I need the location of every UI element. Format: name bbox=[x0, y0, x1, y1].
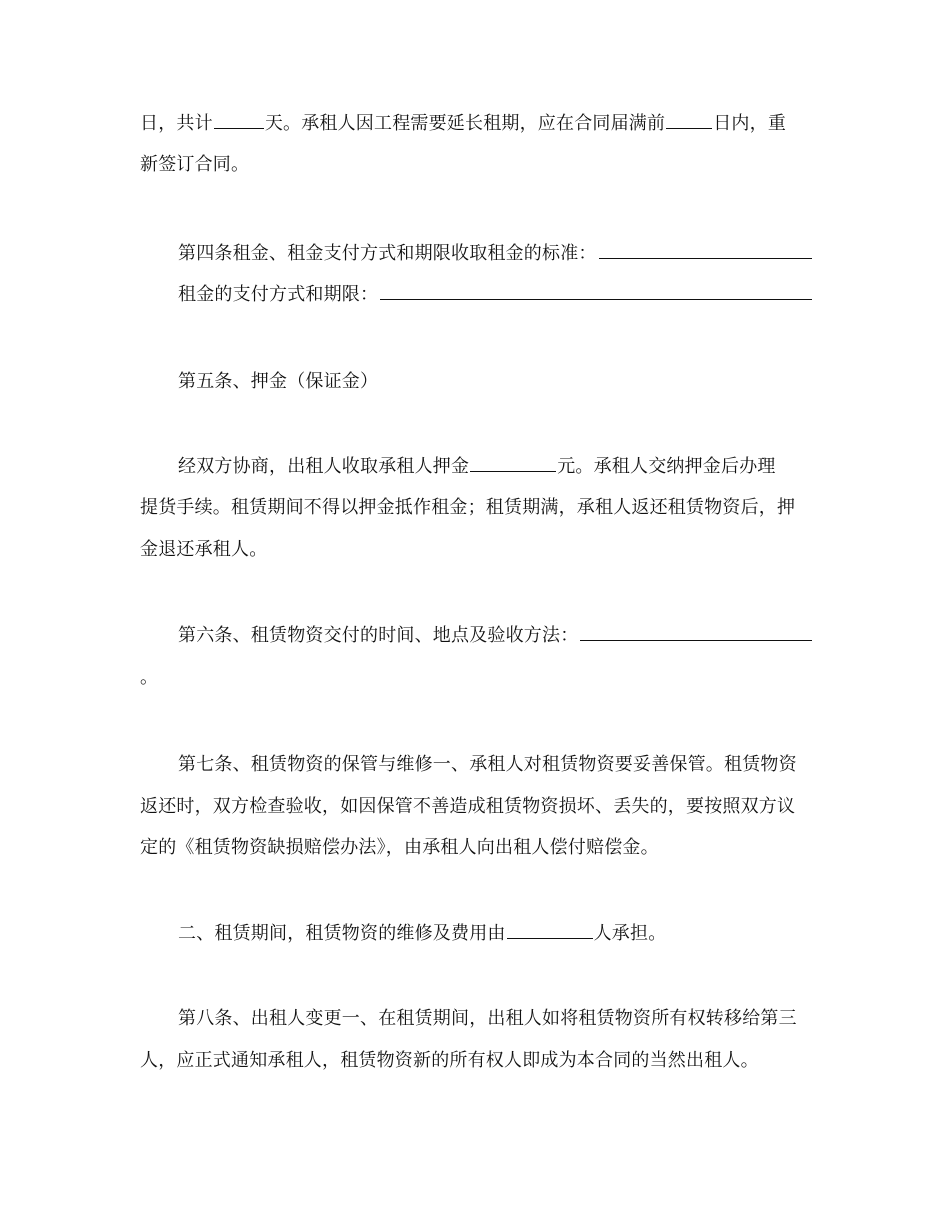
blank-field-deposit bbox=[470, 449, 556, 472]
article-6-line bbox=[178, 616, 812, 656]
blank-field-renewal-days bbox=[666, 106, 712, 129]
text-line bbox=[140, 104, 812, 144]
text-line: 人，应正式通知承租人，租赁物资新的所有权人即成为本合同的当然出租人。 bbox=[140, 1050, 759, 1071]
text-segment: 第六条、租赁物资交付的时间、地点及验收方法： bbox=[178, 625, 579, 646]
article-8-line: 第八条、出租人变更一、在租赁期间，出租人如将租赁物资所有权转移给第三 bbox=[178, 1008, 797, 1029]
rent-payment-line bbox=[178, 275, 812, 315]
text-line: 金退还承租人。 bbox=[140, 539, 268, 560]
text-segment: 日内，重 bbox=[713, 113, 787, 134]
blank-field-days bbox=[214, 106, 264, 129]
article-5-heading: 第五条、押金（保证金） bbox=[178, 371, 379, 392]
text-segment: 人承担。 bbox=[593, 923, 667, 944]
text-line: 返还时，双方检查验收，如因保管不善造成租赁物资损坏、丢失的，要按照双方议 bbox=[140, 796, 796, 817]
article-4-line bbox=[178, 234, 812, 274]
text-segment: 二、租赁期间，租赁物资的维修及费用由 bbox=[178, 923, 506, 944]
text-line bbox=[178, 914, 812, 954]
text-line: 。 bbox=[140, 667, 159, 688]
blank-field-rent-standard bbox=[599, 236, 812, 259]
blank-field-delivery bbox=[580, 618, 812, 641]
text-line: 新签订合同。 bbox=[140, 154, 250, 175]
text-line: 提货手续。租赁期间不得以押金抵作租金；租赁期满，承租人返还租赁物资后，押 bbox=[140, 497, 796, 518]
text-segment: 租金的支付方式和期限： bbox=[178, 284, 379, 305]
text-line: 定的《租赁物资缺损赔偿办法》，由承租人向出租人偿付赔偿金。 bbox=[140, 837, 659, 858]
blank-field-payment-method bbox=[380, 277, 812, 300]
text-segment: 天。承租人因工程需要延长租期，应在合同届满前 bbox=[264, 113, 666, 134]
article-7-line: 第七条、租赁物资的保管与维修一、承租人对租赁物资要妥善保管。租赁物资 bbox=[178, 754, 797, 775]
text-segment: 经双方协商，出租人收取承租人押金 bbox=[178, 456, 470, 477]
text-segment: 日，共计 bbox=[140, 113, 213, 134]
text-segment: 第四条租金、租金支付方式和期限收取租金的标准： bbox=[178, 243, 597, 264]
blank-field-maintenance-party bbox=[507, 916, 593, 939]
text-line bbox=[178, 447, 812, 487]
text-segment: 元。承租人交纳押金后办理 bbox=[557, 456, 776, 477]
